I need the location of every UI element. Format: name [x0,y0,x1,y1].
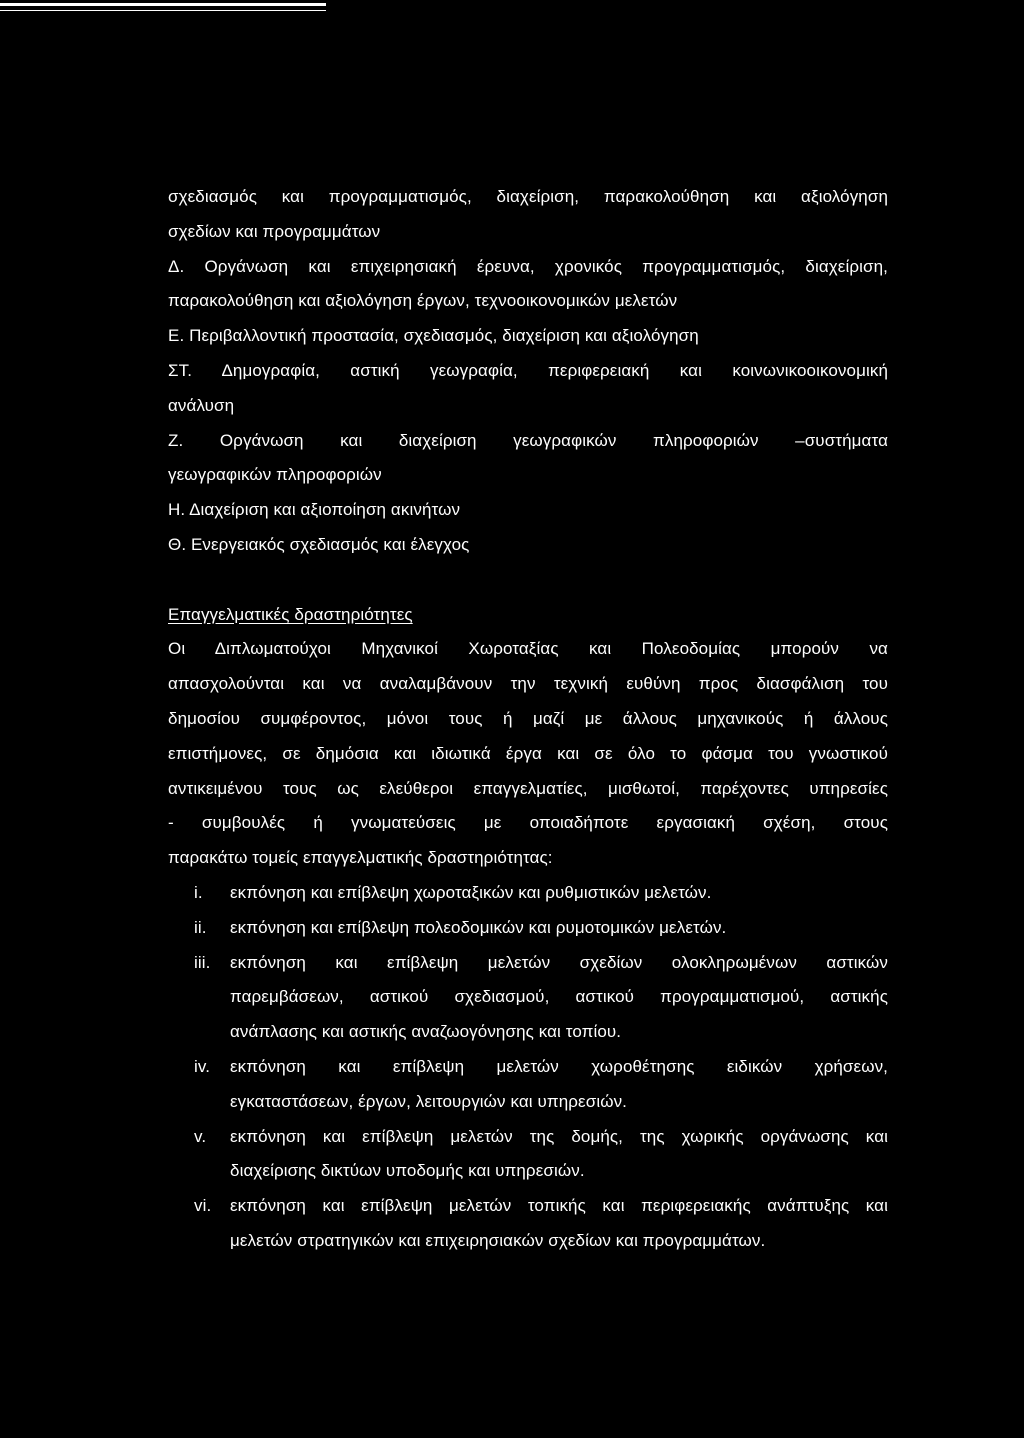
body-paragraph [168,632,888,876]
paragraph-line: παρακάτω τομείς επαγγελματικής δραστηριότητας: [168,848,553,868]
intro-line: Δ. Οργάνωση και επιχειρησιακή έρευνα, χρονικός προγραμματισμός, διαχείριση, [168,256,888,276]
list-item-text: εκπόνηση και επίβλεψη μελετών σχεδίων ολοκληρωμένων αστικών [230,952,888,972]
list-item-text: εγκαταστάσεων, έργων, λειτουργιών και υπηρεσιών. [230,1091,627,1111]
list-item [168,1120,888,1190]
spacer [168,563,888,598]
list-item-text: παρεμβάσεων, αστικού σχεδιασμού, αστικού προγραμματισμού, αστικής [230,987,888,1007]
intro-line: ανάλυση [168,395,235,415]
page-content [168,180,888,1259]
list-item-number: i. [194,882,203,902]
list-item-text: ανάπλασης και αστικής αναζωογόνησης και τοπίου. [230,1022,622,1042]
top-edge-rule-thin [0,10,326,11]
list-item-text: εκπόνηση και επίβλεψη μελετών τοπικής και περιφερειακής ανάπτυξης και [230,1196,888,1216]
list-item [168,876,888,911]
list-item-number: iv. [194,1056,211,1076]
intro-line: Θ. Ενεργειακός σχεδιασμός και έλεγχος [168,534,470,554]
list-item-number: vi. [194,1196,212,1216]
intro-block [168,180,888,563]
list-item-number: iii. [194,952,211,972]
intro-line: σχεδιασμός και προγραμματισμός, διαχείριση, παρακολούθηση και αξιολόγηση [168,187,888,206]
list-item-number: v. [194,1126,207,1146]
list-item [168,1050,888,1120]
list-item-number: ii. [194,917,207,937]
list-item [168,946,888,1050]
list-item-text: εκπόνηση και επίβλεψη μελετών της δομής, της χωρικής οργάνωσης και [230,1126,888,1146]
paragraph-line: Οι Διπλωματούχοι Μηχανικοί Χωροταξίας και Πολεοδομίας μπορούν να [168,639,888,659]
list-item-text: μελετών στρατηγικών και επιχειρησιακών σχεδίων και προγραμμάτων. [230,1230,766,1250]
paragraph-line: - συμβουλές ή γνωματεύσεις με οποιαδήποτε εργασιακή σχέση, στους [168,813,888,833]
list-item [168,1189,888,1259]
intro-line: Ζ. Οργάνωση και διαχείριση γεωγραφικών πληροφοριών –συστήματα [168,430,888,450]
intro-line: Ε. Περιβαλλοντική προστασία, σχεδιασμός, διαχείριση και αξιολόγηση [168,326,699,346]
list-item-text: εκπόνηση και επίβλεψη μελετών χωροθέτησης ειδικών χρήσεων, [230,1056,888,1076]
paragraph-line: επιστήμονες, σε δημόσια και ιδιωτικά έργα και σε όλο το φάσμα του γνωστικού [168,743,888,763]
list-item-text: εκπόνηση και επίβλεψη πολεοδομικών και ρυμοτομικών μελετών. [230,917,727,937]
list-item [168,911,888,946]
paragraph-line: απασχολούνται και να αναλαμβάνουν την τεχνική ευθύνη προς διασφάλιση του [168,674,888,694]
intro-line: σχεδίων και προγραμμάτων [168,221,381,241]
activity-list [168,876,888,1259]
paragraph-line: αντικειμένου τους ως ελεύθεροι επαγγελματίες, μισθωτοί, παρέχοντες υπηρεσίες [168,778,888,798]
intro-line: Η. Διαχείριση και αξιοποίηση ακινήτων [168,500,461,520]
top-edge-rule [0,3,326,6]
intro-line: παρακολούθηση και αξιολόγηση έργων, τεχνοοικονομικών μελετών [168,291,678,311]
list-item-text: διαχείρισης δικτύων υποδομής και υπηρεσιών. [230,1161,585,1181]
list-item-text: εκπόνηση και επίβλεψη χωροταξικών και ρυθμιστικών μελετών. [230,882,712,902]
intro-line: γεωγραφικών πληροφοριών [168,465,382,485]
section-heading: Επαγγελματικές δραστηριότητες [168,604,413,624]
paragraph-line: δημοσίου συμφέροντος, μόνοι τους ή μαζί με άλλους μηχανικούς ή άλλους [168,708,888,728]
intro-line: ΣΤ. Δημογραφία, αστική γεωγραφία, περιφερειακή και κοινωνικοοικονομική [168,360,888,380]
